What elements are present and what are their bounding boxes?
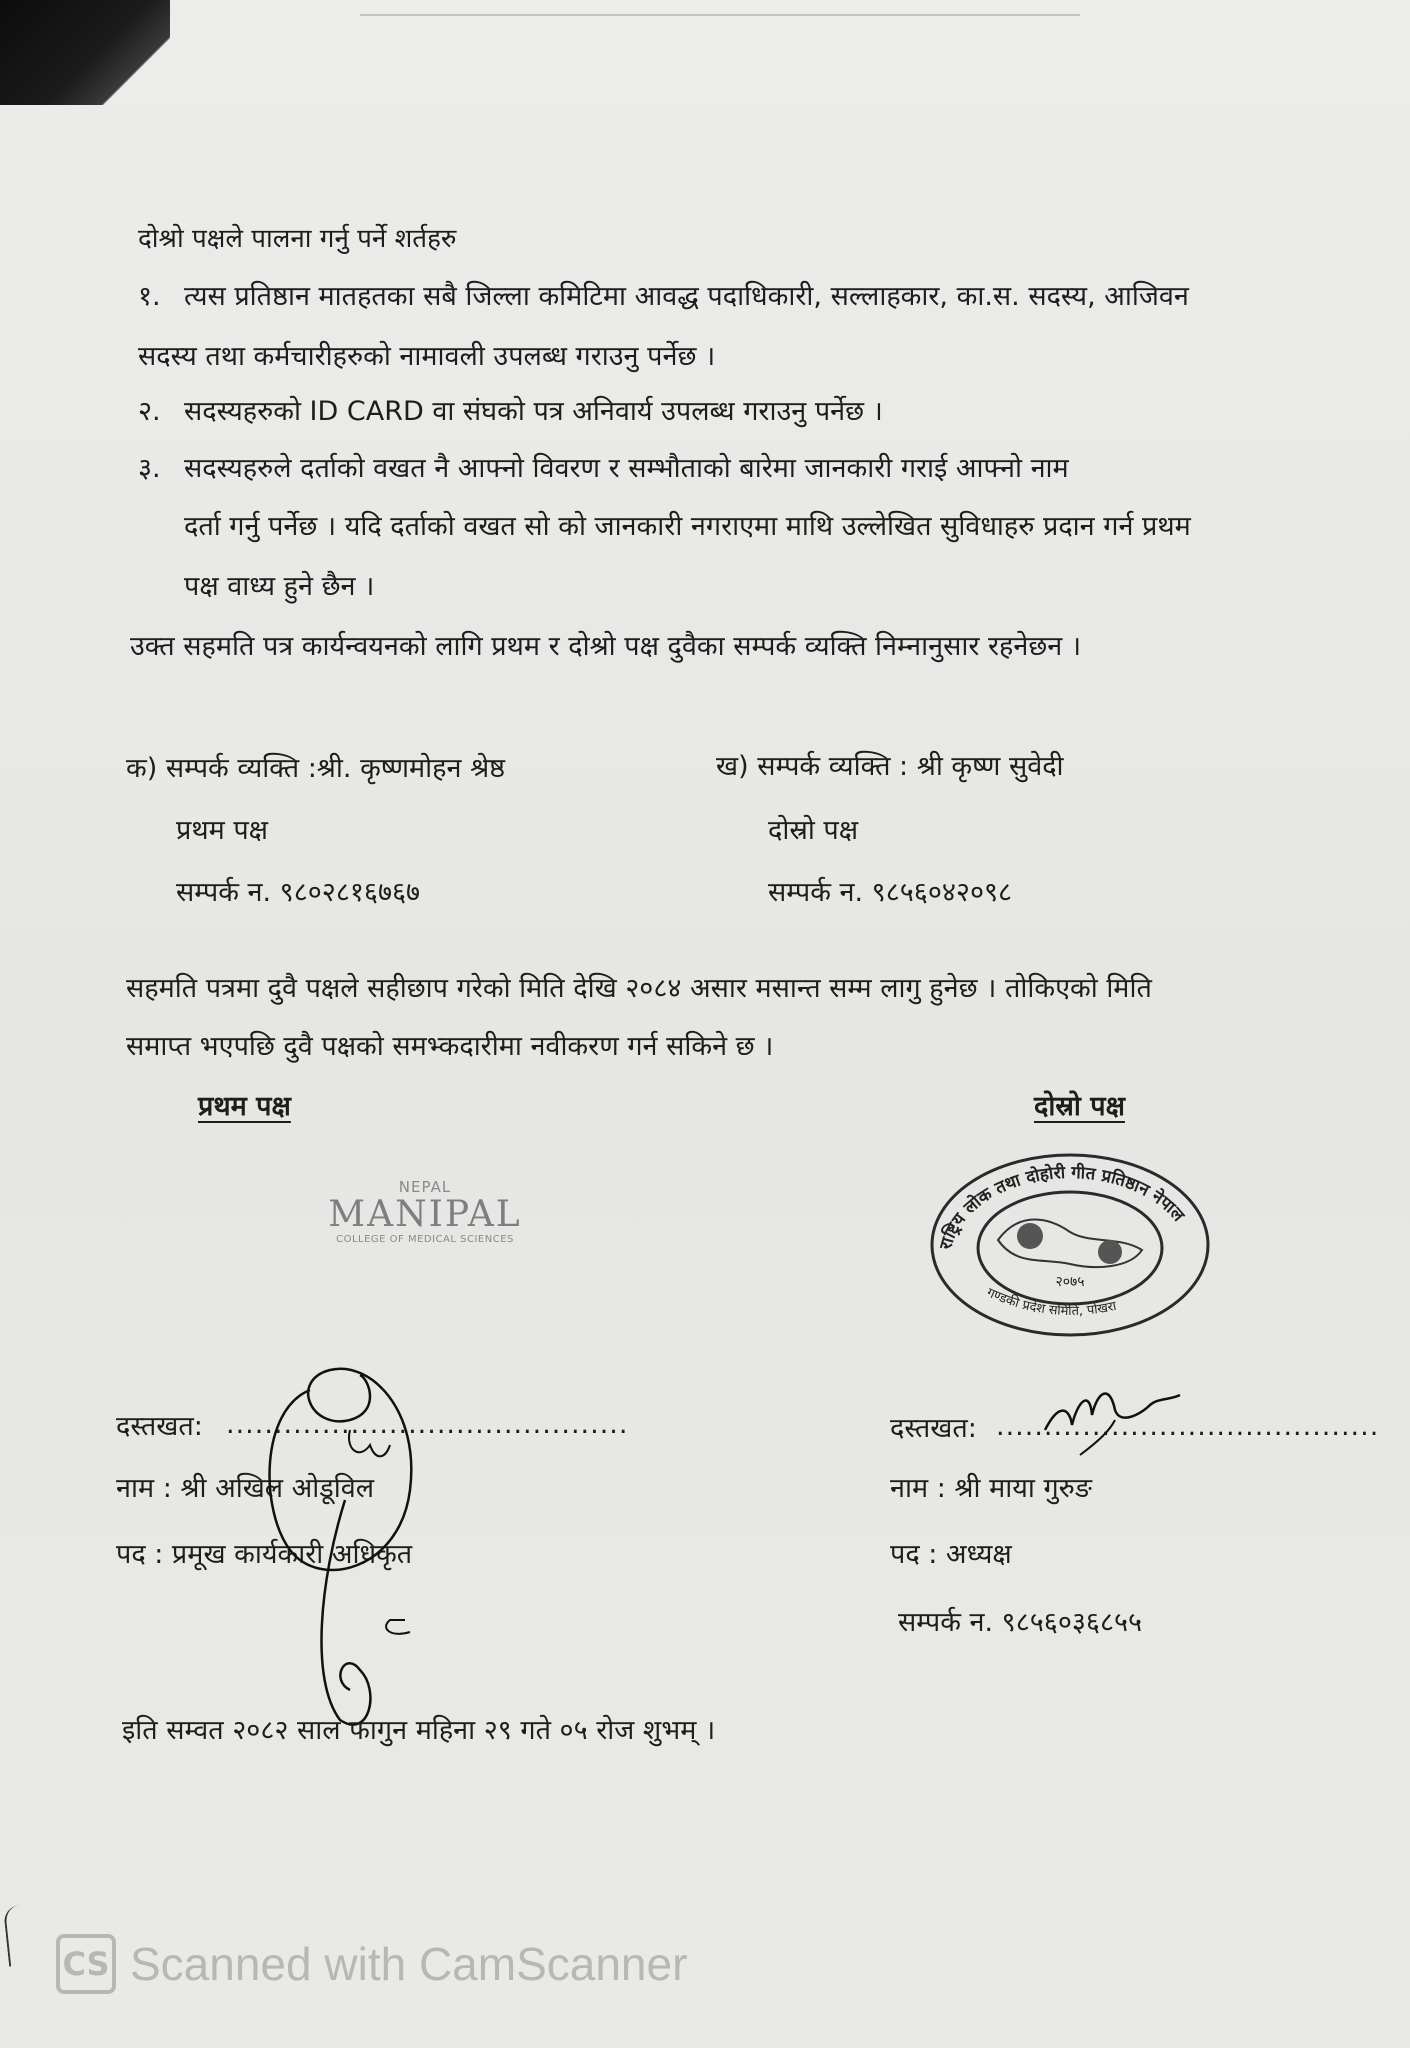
- condition-line: सदस्य तथा कर्मचारीहरुको नामावली उपलब्ध गराउनु पर्नेछ ।: [138, 341, 716, 372]
- page-edge-mark: [3, 1905, 25, 1966]
- first-signature-line: ..........................................: [226, 1409, 629, 1440]
- condition-number: १.: [138, 281, 161, 312]
- first-signatory-post: पद : प्रमूख कार्यकारी अधिकृत: [116, 1539, 413, 1570]
- stamp-bottom-text: गण्डकी प्रदेश समिति, पोखरा: [984, 1285, 1118, 1320]
- manipal-college-logo: [320, 1178, 530, 1258]
- first-contact-phone: सम्पर्क न. ९८०२८१६७६७: [176, 877, 421, 908]
- organization-stamp: [920, 1140, 1220, 1340]
- condition-line: पक्ष वाध्य हुने छैन ।: [184, 571, 375, 602]
- first-signatory-name: नाम : श्री अखिल ओडूविल: [116, 1473, 375, 1504]
- stamp-year: २०७५: [1055, 1274, 1085, 1290]
- conditions-heading: दोश्रो पक्षले पालना गर्नु पर्ने शर्तहरु: [138, 224, 457, 254]
- svg-text:राष्ट्रिय लोक तथा दोहोरी गीत प: [936, 1162, 1189, 1253]
- condition-number: २.: [138, 396, 161, 427]
- validity-line: समाप्त भएपछि दुवै पक्षको समभ्कदारीमा नवीकरण गर्न सकिने छ ।: [126, 1031, 774, 1062]
- second-signature-line: ........................................: [996, 1411, 1380, 1442]
- second-contact-party: दोस्रो पक्ष: [768, 815, 859, 846]
- scan-corner-shadow: [0, 0, 170, 105]
- first-contact-party: प्रथम पक्ष: [176, 815, 269, 846]
- condition-line: सदस्यहरुले दर्ताको वखत नै आफ्नो विवरण र सम्भौताको बारेमा जानकारी गराई आफ्नो नाम: [184, 453, 1069, 484]
- top-fold-line: [360, 14, 1080, 16]
- second-signatory-post: पद : अध्यक्ष: [890, 1539, 1012, 1570]
- validity-line: सहमति पत्रमा दुवै पक्षले सहीछाप गरेको मिति देखि २०८४ असार मसान्त सम्म लागु हुनेछ । तोकिएको मिति: [126, 973, 1152, 1004]
- logo-main-text: MANIPAL: [328, 1194, 522, 1235]
- implementation-statement: उक्त सहमति पत्र कार्यन्वयनको लागि प्रथम र दोश्रो पक्ष दुवैका सम्पर्क व्यक्ति निम्नानुसार रहनेछन ।: [130, 631, 1082, 662]
- camscanner-icon: CS: [56, 1934, 116, 1994]
- first-contact-person: क) सम्पर्क व्यक्ति :श्री. कृष्णमोहन श्रेष्ठ: [126, 753, 506, 784]
- second-contact-person: ख) सम्पर्क व्यक्ति : श्री कृष्ण सुवेदी: [716, 751, 1064, 782]
- logo-top-text: NEPAL: [398, 1178, 452, 1196]
- second-party-handwritten-signature: [1040, 1370, 1190, 1460]
- logo-sub-text: COLLEGE OF MEDICAL SCIENCES: [336, 1234, 514, 1245]
- first-party-title: प्रथम पक्ष: [198, 1091, 291, 1122]
- second-signature-label: दस्तखत:: [890, 1413, 977, 1444]
- second-contact-phone: सम्पर्क न. ९८५६०४२०९८: [768, 877, 1013, 908]
- condition-line: दर्ता गर्नु पर्नेछ । यदि दर्ताको वखत सो को जानकारी नगराएमा माथि उल्लेखित सुविधाहरु प्रदान गर्न प्रथम: [184, 511, 1191, 542]
- condition-line: सदस्यहरुको ID CARD वा संघको पत्र अनिवार्य उपलब्ध गराउनु पर्नेछ ।: [184, 396, 883, 427]
- second-signatory-name: नाम : श्री माया गुरुङ: [890, 1473, 1092, 1504]
- first-signature-label: दस्तखत:: [116, 1411, 203, 1442]
- second-party-title: दोस्रो पक्ष: [1034, 1091, 1125, 1122]
- condition-line: त्यस प्रतिष्ठान मातहतका सबै जिल्ला कमिटिमा आवद्ध पदाधिकारी, सल्लाहकार, का.स. सदस्य, आजिवन: [184, 281, 1189, 312]
- camscanner-text: Scanned with CamScanner: [130, 1938, 688, 1990]
- first-party-handwritten-signature: [250, 1350, 450, 1730]
- second-signatory-phone: सम्पर्क न. ९८५६०३६८५५: [898, 1607, 1143, 1638]
- date-line: इति सम्वत २०८२ साल फागुन महिना २९ गते ०५ रोज शुभम् ।: [122, 1715, 716, 1746]
- condition-number: ३.: [138, 453, 161, 484]
- camscanner-watermark: [56, 1932, 687, 1996]
- stamp-ring-text: राष्ट्रिय लोक तथा दोहोरी गीत प्रतिष्ठान नेपाल: [936, 1162, 1189, 1252]
